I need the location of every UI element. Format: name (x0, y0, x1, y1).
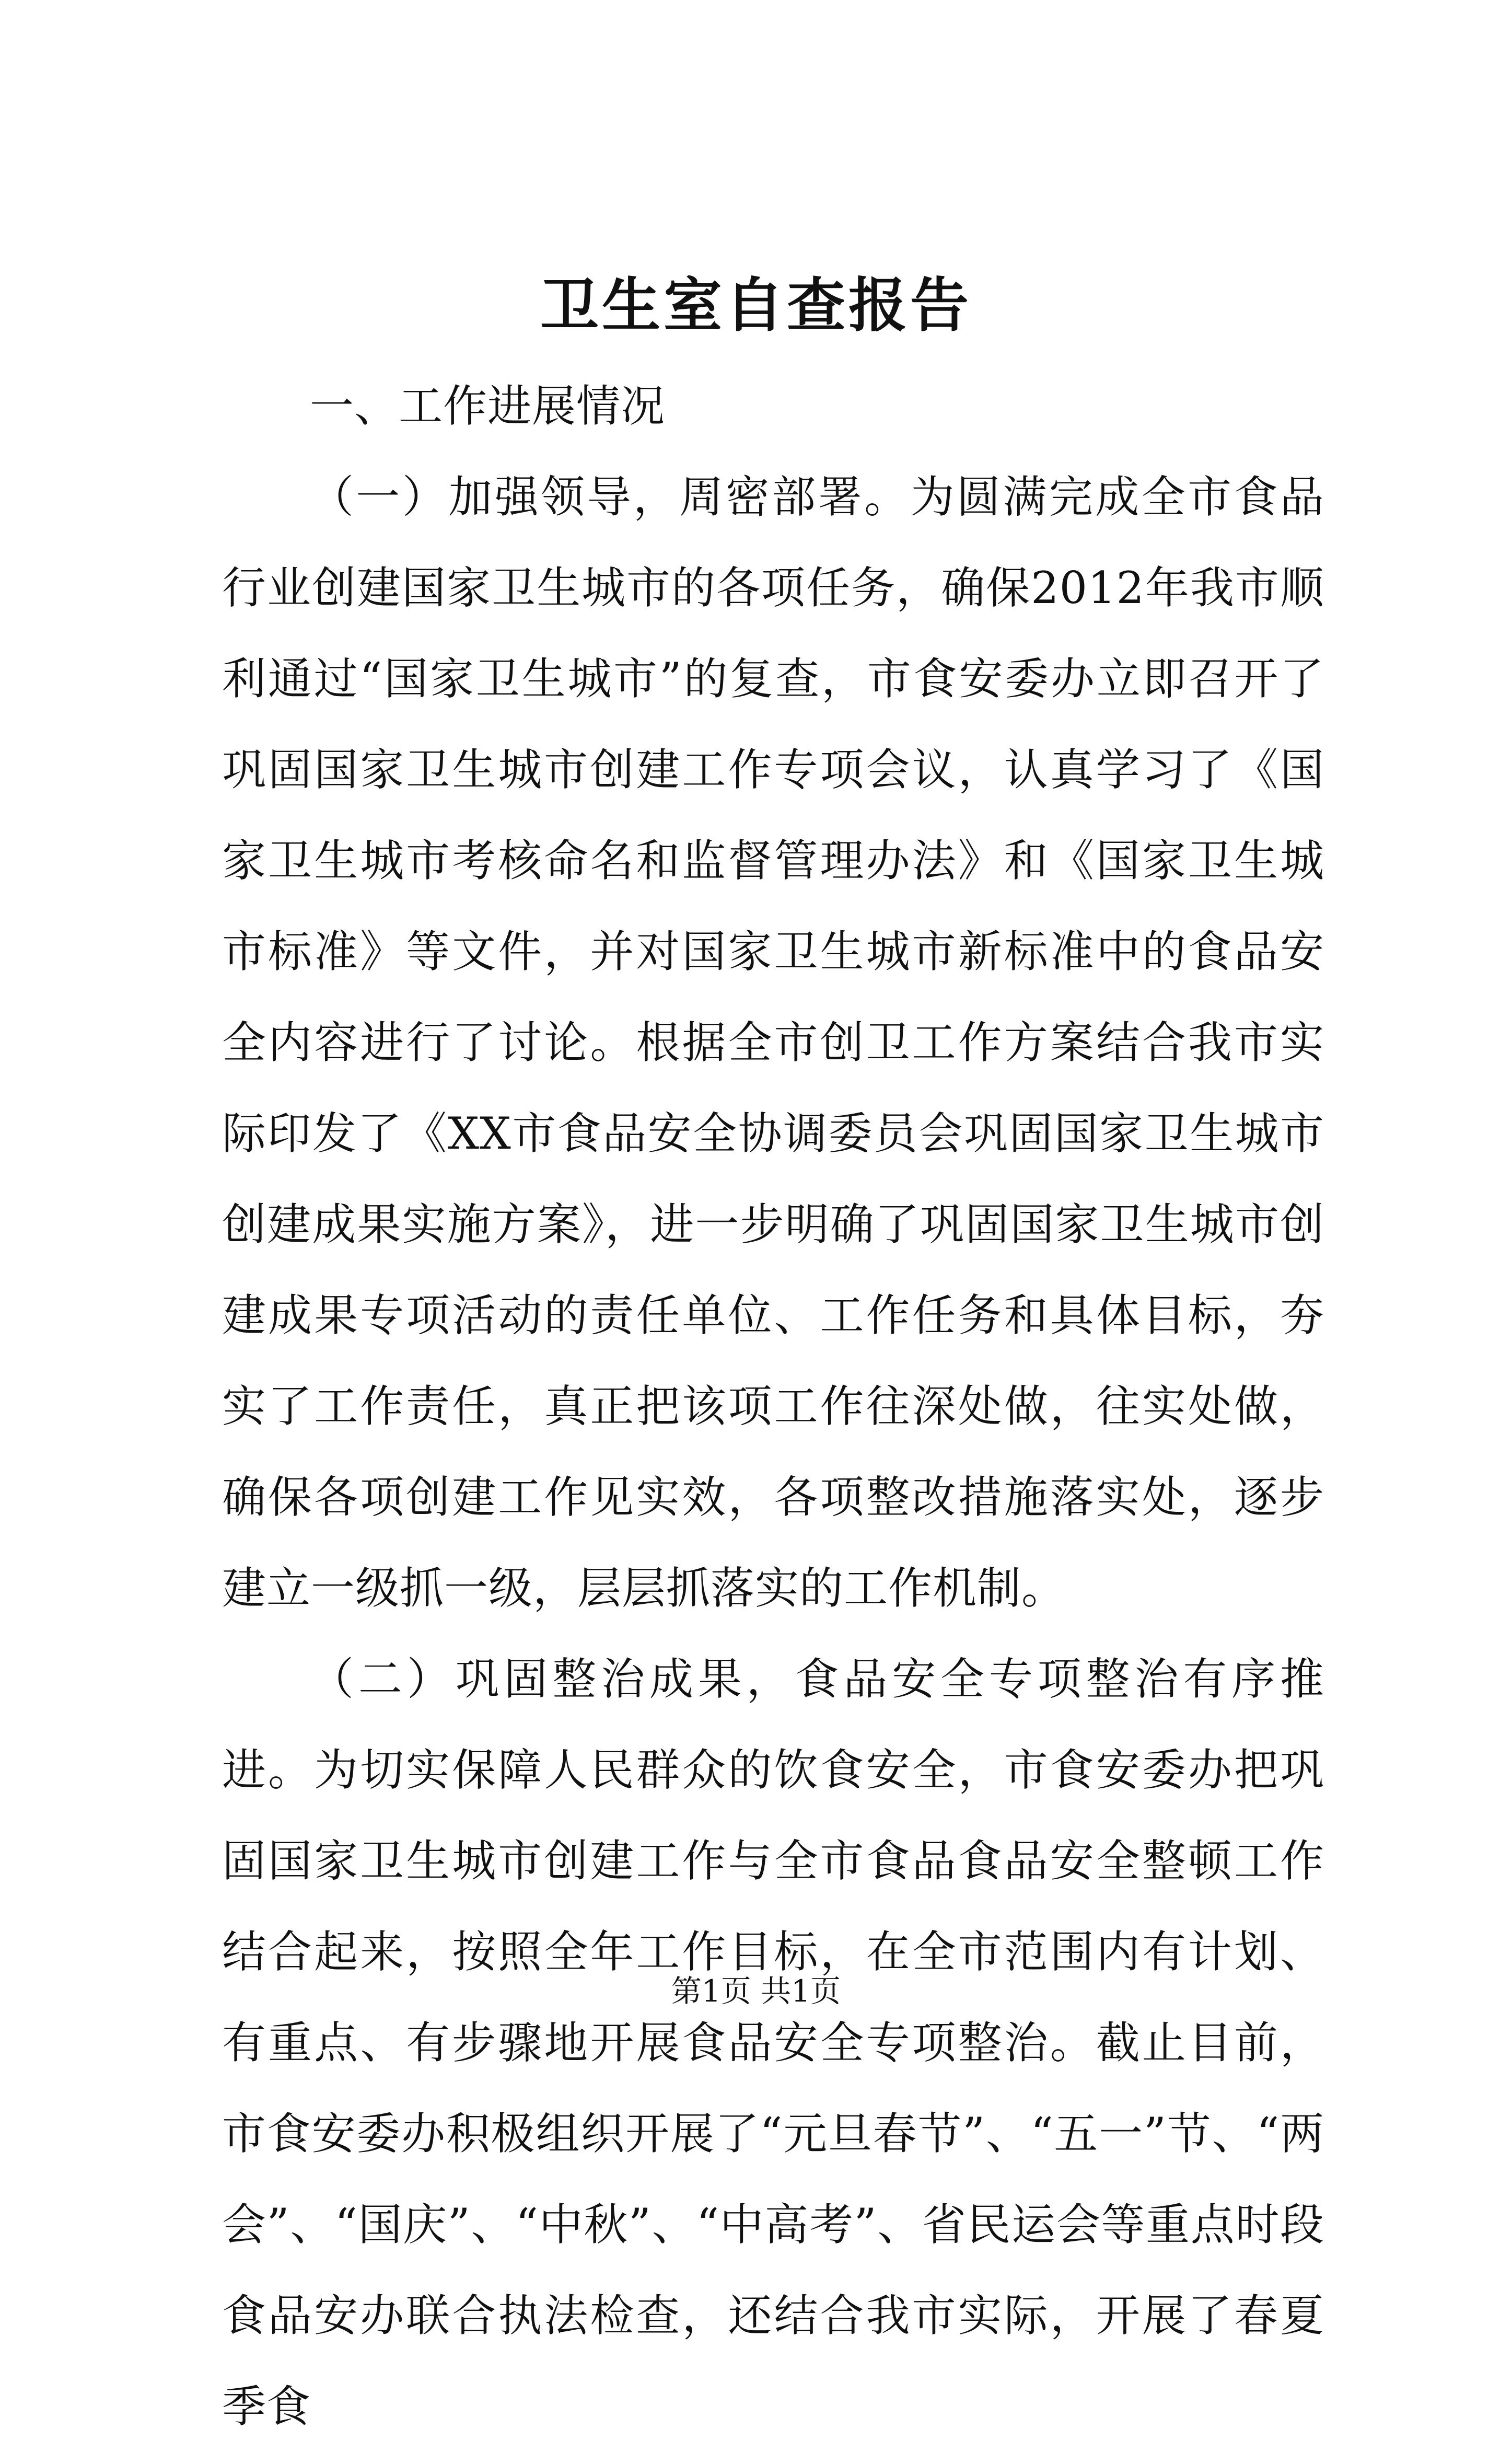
document-title: 卫生室自查报告 (540, 271, 972, 340)
document-body (222, 361, 1324, 2452)
paragraph: （一）加强领导，周密部署。为圆满完成全市食品行业创建国家卫生城市的各项任务，确保2012年我市顺利通过“国家卫生城市”的复查，市食安委办立即召开了巩固国家卫生城市创建工作专项会议，认真学习了《国家卫生城市考核命名和监督管理办法》和《国家卫生城市标准》等文件，并对国家卫生城市新标准中的食品安全内容进行了讨论。根据全市创卫工作方案结合我市实际印发了《XX市食品安全协调委员会巩固国家卫生城市创建成果实施方案》，进一步明确了巩固国家卫生城市创建成果专项活动的责任单位、工作任务和具体目标，夯实了工作责任，真正把该项工作往深处做，往实处做，确保各项创建工作见实效，各项整改措施落实处，逐步建立一级抓一级，层层抓落实的工作机制。 (222, 471, 1324, 1614)
page-footer: 第1页 共1页 (671, 1973, 841, 2009)
paragraph: （二）巩固整治成果，食品安全专项整治有序推进。为切实保障人民群众的饮食安全，市食安委办把巩固国家卫生城市创建工作与全市食品食品安全整顿工作结合起来，按照全年工作目标，在全市范围内有计划、有重点、有步骤地开展食品安全专项整治。截止目前，市食安委办积极组织开展了“元旦春节”、“五一”节、“两会”、“国庆”、“中秋”、“中高考”、省民运会等重点时段食品安办联合执法检查，还结合我市实际，开展了春夏季食 (222, 1653, 1324, 2432)
section-heading: 一、工作进展情况 (310, 380, 666, 432)
